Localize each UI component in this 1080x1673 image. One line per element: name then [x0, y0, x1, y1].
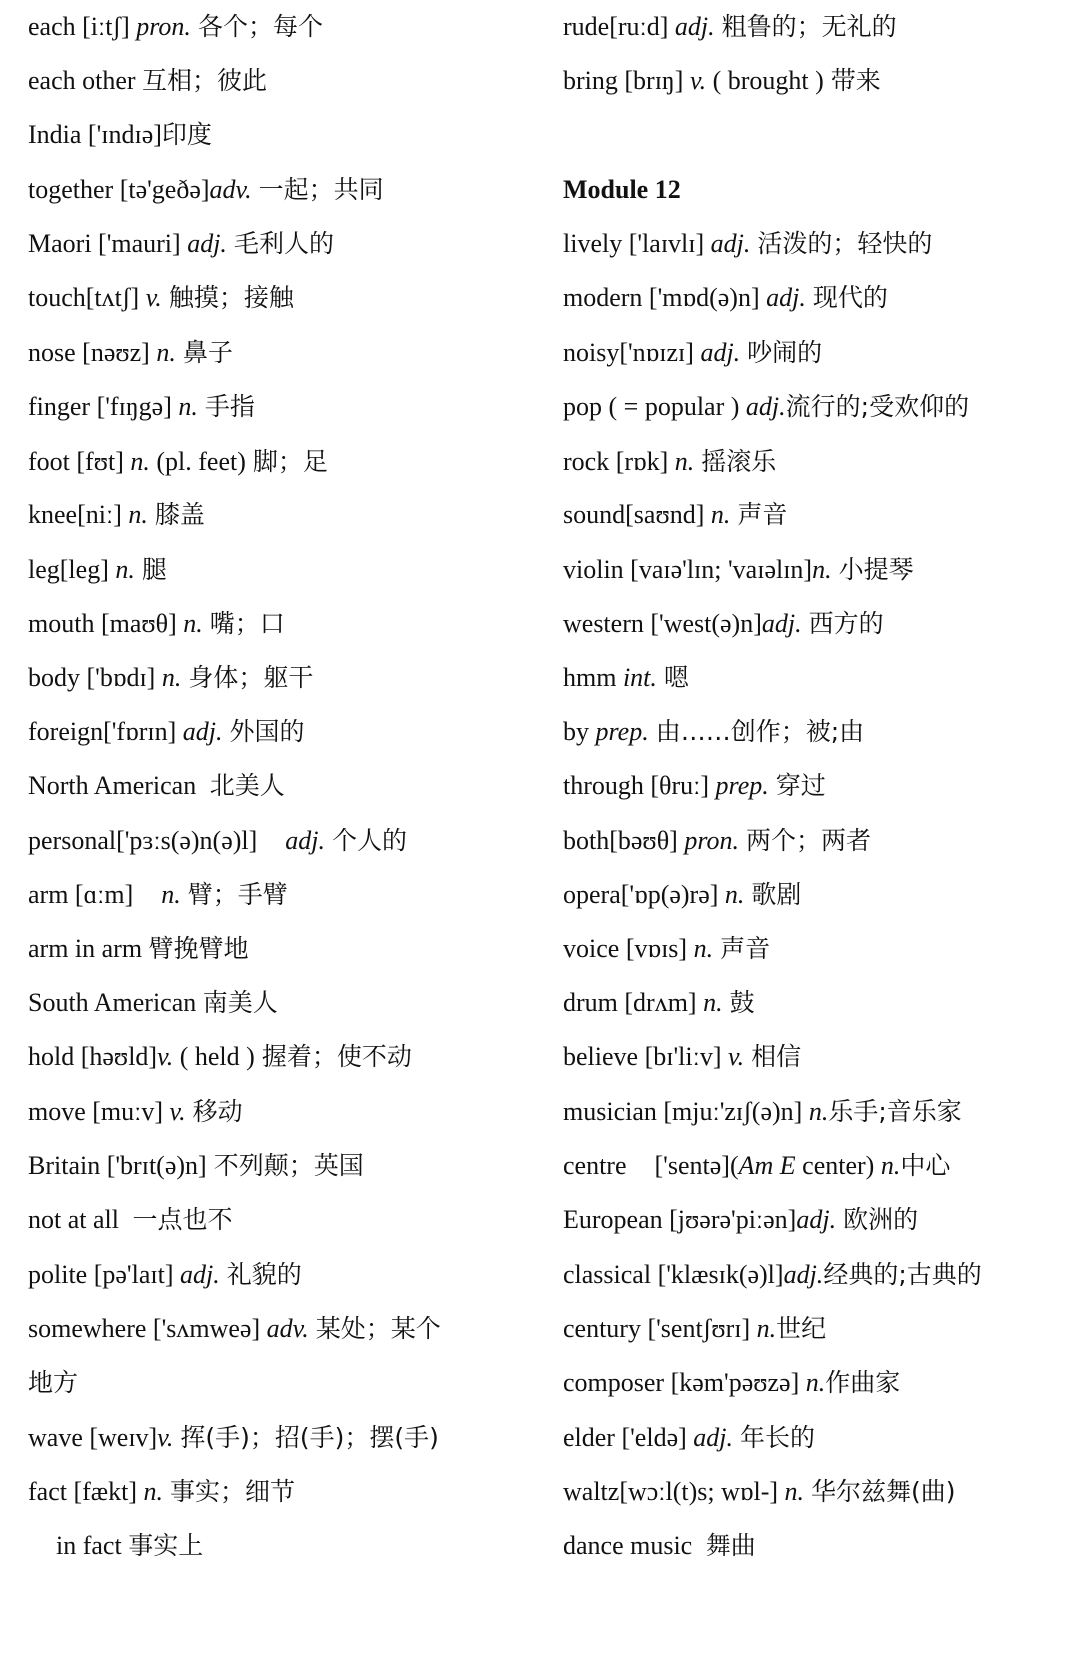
entry-phonetic: ['klæsɪk(ə)l]	[657, 1260, 784, 1289]
entry-word: polite	[28, 1260, 88, 1289]
entry-meaning: 毛利人的	[233, 229, 334, 258]
entry-meaning: 活泼的；轻快的	[757, 229, 933, 258]
entry-pos: pron.	[684, 826, 739, 855]
vocab-entry	[28, 663, 313, 693]
entry-word: sound	[563, 500, 626, 529]
vocab-entry	[28, 988, 278, 1018]
entry-phonetic: [nəʊz]	[82, 338, 150, 367]
entry-meaning: 膝盖	[154, 500, 205, 529]
vocab-entry	[563, 717, 864, 747]
entry-meaning: 两个；两者	[745, 826, 871, 855]
entry-meaning: 臂；手臂	[187, 880, 288, 909]
vocab-entry	[563, 555, 914, 585]
entry-pos: n.	[756, 1314, 777, 1343]
vocab-entry	[563, 229, 932, 259]
entry-phonetic: ['brɪt(ə)n]	[106, 1151, 207, 1180]
entry-pos: v.	[157, 1423, 174, 1452]
entry-word: both	[563, 826, 610, 855]
entry-word: Maori	[28, 229, 92, 258]
vocab-entry	[563, 12, 897, 42]
vocab-entry	[563, 447, 776, 477]
entry-pos: adj.	[179, 1260, 220, 1289]
entry-pos: v.	[169, 1097, 186, 1126]
entry-phonetic: [leg]	[59, 555, 109, 584]
vocab-entry	[28, 1477, 295, 1507]
entry-meaning: 声音	[737, 500, 788, 529]
vocab-entry	[563, 1423, 815, 1453]
entry-word: modern	[563, 283, 643, 312]
vocab-entry	[563, 283, 888, 313]
entry-pos: n.	[693, 934, 714, 963]
entry-phonetic: [bɪ'liːv]	[644, 1042, 722, 1071]
entry-meaning: 互相；彼此	[142, 66, 268, 95]
entry-word: western	[563, 609, 644, 638]
entry-word: composer	[563, 1368, 665, 1397]
entry-meaning: 脚；足	[252, 447, 328, 476]
entry-meaning: 印度	[161, 120, 212, 149]
entry-word: rude	[563, 12, 610, 41]
entry-phonetic: [pə'laɪt]	[93, 1260, 174, 1289]
entry-word: Britain	[28, 1151, 101, 1180]
vocab-entry	[563, 826, 871, 856]
entry-word: arm	[28, 880, 69, 909]
entry-meaning: 挥(手)；招(手)；摆(手)	[180, 1423, 439, 1452]
vocab-entry	[563, 1205, 918, 1235]
entry-meaning: 握着；使不动	[261, 1042, 412, 1071]
vocab-entry	[28, 66, 267, 96]
entry-phonetic: ['sentʃʊrɪ]	[647, 1314, 751, 1343]
entry-phonetic: [fʊt]	[76, 447, 124, 476]
vocab-entry	[563, 1477, 956, 1507]
entry-pos: n.	[724, 880, 745, 909]
entry-pos: adj.	[783, 1260, 824, 1289]
entry-meaning: 身体；躯干	[188, 663, 314, 692]
entry-phonetic: [vaɪə'lɪn; 'vaɪəlɪn]	[630, 555, 813, 584]
entry-pos: n.	[128, 500, 148, 529]
vocab-entry	[28, 1205, 233, 1235]
entry-word: drum	[563, 988, 618, 1017]
vocab-entry	[563, 771, 826, 801]
vocab-entry	[28, 283, 294, 313]
vocab-entry	[56, 1531, 203, 1561]
entry-word: leg	[28, 555, 60, 584]
entry-phonetic: [kəm'pəʊzə]	[670, 1368, 800, 1397]
entry-pos: adj.	[766, 283, 806, 312]
vocab-entry	[563, 934, 770, 964]
entry-phonetic: ['sentə]	[654, 1151, 730, 1180]
vocab-entry	[28, 120, 212, 150]
entry-word: musician	[563, 1097, 657, 1126]
entry-word: body	[28, 663, 80, 692]
entry-meaning: 由……创作；被;由	[655, 717, 865, 746]
entry-word: believe	[563, 1042, 639, 1071]
entry-phonetic: [jʊərə'piːən]	[669, 1205, 797, 1234]
entry-past-tense: ( held )	[179, 1042, 255, 1071]
entry-meaning: 鼓	[729, 988, 755, 1017]
entry-meaning: 带来	[830, 66, 881, 95]
entry-pos: adj.	[745, 392, 786, 421]
entry-word: North American	[28, 771, 197, 800]
entry-meaning: 事实上	[128, 1531, 204, 1560]
entry-word: rock	[563, 447, 610, 476]
entry-pos: prep.	[595, 717, 649, 746]
entry-variant: center)	[802, 1151, 875, 1180]
entry-word: by	[563, 717, 589, 746]
entry-meaning: 外国的	[229, 717, 305, 746]
entry-meaning: 年长的	[740, 1423, 816, 1452]
entry-word: European	[563, 1205, 663, 1234]
entry-meaning: 相信	[751, 1042, 802, 1071]
entry-word: lively	[563, 229, 623, 258]
entry-phonetic: [drʌm]	[624, 988, 697, 1017]
entry-meaning: 南美人	[202, 988, 278, 1017]
entry-meaning: 声音	[720, 934, 771, 963]
entry-meaning: 小提琴	[838, 555, 914, 584]
vocab-entry	[563, 338, 822, 368]
vocab-entry	[563, 1042, 801, 1072]
entry-phonetic: [rɒk]	[615, 447, 669, 476]
entry-word: mouth	[28, 609, 95, 638]
vocab-entry	[563, 880, 801, 910]
vocab-entry	[28, 12, 323, 42]
vocab-entry	[28, 1260, 302, 1290]
entry-meaning: 欧洲的	[843, 1205, 919, 1234]
entry-meaning: 穿过	[775, 771, 826, 800]
entry-meaning: 手指	[204, 392, 255, 421]
entry-phonetic: ['ɪndɪə]	[87, 120, 162, 149]
entry-pos: n.	[812, 555, 832, 584]
entry-word: violin	[563, 555, 624, 584]
entry-phonetic: [fækt]	[73, 1477, 138, 1506]
entry-word: finger	[28, 392, 91, 421]
entry-phonetic: [ruːd]	[609, 12, 669, 41]
entry-phonetic: ['eldə]	[621, 1423, 687, 1452]
entry-phonetic: ['fɒrɪn]	[103, 717, 177, 746]
entry-pos: v.	[689, 66, 707, 95]
entry-phonetic: [maʊθ]	[100, 609, 177, 638]
entry-word: foreign	[28, 717, 104, 746]
vocab-entry-continuation	[28, 1368, 78, 1398]
entry-meaning: 臂挽臂地	[148, 934, 249, 963]
entry-word: dance music	[563, 1531, 693, 1560]
entry-meaning: 摇滚乐	[701, 447, 777, 476]
entry-meaning: 舞曲	[705, 1531, 756, 1560]
entry-pos: n.	[703, 988, 723, 1017]
entry-meaning: 经典的;古典的	[823, 1260, 982, 1289]
entry-word: wave	[28, 1423, 83, 1452]
entry-pos: n.	[710, 500, 731, 529]
entry-pos: prep.	[715, 771, 769, 800]
vocab-entry	[563, 1314, 826, 1344]
entry-plural: (pl. feet)	[156, 447, 246, 476]
entry-pos: int.	[622, 663, 657, 692]
entry-meaning: 嗯	[663, 663, 689, 692]
entry-pos: v.	[727, 1042, 745, 1071]
vocab-entry	[28, 934, 249, 964]
entry-phonetic: ['west(ə)n]	[650, 609, 762, 638]
entry-pos: adj.	[761, 609, 802, 638]
entry-pos: adj.	[693, 1423, 734, 1452]
entry-phonetic: ['mauri]	[98, 229, 181, 258]
entry-word: classical	[563, 1260, 652, 1289]
entry-phonetic: [mjuː'zɪʃ(ə)n]	[663, 1097, 803, 1126]
vocab-entry	[563, 663, 689, 693]
vocab-entry	[563, 1260, 982, 1290]
entry-phonetic: [θruː]	[650, 771, 710, 800]
entry-word: not at all	[28, 1205, 119, 1234]
vocab-entry	[563, 1531, 756, 1561]
entry-meaning: 现代的	[812, 283, 888, 312]
entry-meaning: 乐手;音乐家	[828, 1097, 962, 1126]
entry-pos: pron.	[136, 12, 191, 41]
entry-word: waltz	[563, 1477, 620, 1506]
vocab-entry	[28, 338, 233, 368]
entry-meaning: 鼻子	[182, 338, 233, 367]
entry-meaning: 地方	[28, 1368, 79, 1397]
entry-word: centre	[563, 1151, 627, 1180]
vocab-entry	[28, 717, 304, 747]
entry-meaning: 触摸；接触	[168, 283, 294, 312]
entry-word: hmm	[563, 663, 617, 692]
entry-pos: adj.	[796, 1205, 837, 1234]
entry-pos: v.	[157, 1042, 174, 1071]
entry-pos: n.	[156, 338, 176, 367]
vocab-entry	[563, 1097, 962, 1127]
entry-pos: adv.	[209, 175, 252, 204]
entry-meaning: 事实；细节	[170, 1477, 296, 1506]
entry-pos: n.	[161, 663, 182, 692]
entry-phonetic: ['mɒd(ə)n]	[648, 283, 760, 312]
vocab-entry	[28, 771, 285, 801]
entry-word: opera	[563, 880, 621, 909]
entry-phonetic: [niː]	[77, 500, 122, 529]
entry-word: each	[28, 12, 76, 41]
entry-pos: n.	[115, 555, 135, 584]
entry-word: arm in arm	[28, 934, 143, 963]
entry-pos: n.	[143, 1477, 164, 1506]
entry-word: elder	[563, 1423, 615, 1452]
vocab-entry	[28, 229, 334, 259]
entry-phonetic: [iːtʃ]	[82, 12, 130, 41]
entry-meaning: 歌剧	[751, 880, 802, 909]
vocab-entry	[28, 1151, 364, 1181]
entry-pos: adj.	[700, 338, 741, 367]
vocab-entry	[563, 1368, 900, 1398]
entry-phonetic: ['laɪvlɪ]	[628, 229, 705, 258]
entry-pos: adj.	[182, 717, 223, 746]
entry-phonetic: [bəʊθ]	[609, 826, 678, 855]
entry-phonetic: ['ɒp(ə)rə]	[620, 880, 719, 909]
entry-phonetic: [tə'geðə]	[119, 175, 210, 204]
entry-meaning: 不列颠；英国	[213, 1151, 364, 1180]
entry-word: through	[563, 771, 644, 800]
entry-meaning: 一点也不	[132, 1205, 233, 1234]
entry-full-form: ( = popular )	[608, 392, 740, 421]
entry-past-tense: ( brought )	[712, 66, 824, 95]
entry-meaning: 中心	[900, 1151, 951, 1180]
entry-variant-label: Am E	[738, 1151, 796, 1180]
entry-pos: n.	[805, 1368, 826, 1397]
vocab-entry	[28, 392, 255, 422]
entry-meaning: 西方的	[808, 609, 884, 638]
vocab-entry	[28, 826, 407, 856]
entry-phonetic: [həʊld]	[80, 1042, 158, 1071]
entry-meaning: 礼貌的	[226, 1260, 302, 1289]
entry-word: hold	[28, 1042, 75, 1071]
entry-word: fact	[28, 1477, 67, 1506]
entry-phonetic: ['sʌmweə]	[152, 1314, 261, 1343]
entry-meaning: 华尔兹舞(曲)	[811, 1477, 956, 1506]
module-heading: Module 12	[563, 175, 681, 204]
entry-word: voice	[563, 934, 620, 963]
entry-pos: adj.	[285, 826, 326, 855]
entry-word: bring	[563, 66, 618, 95]
entry-meaning: 腿	[141, 555, 167, 584]
entry-word: personal	[28, 826, 117, 855]
entry-phonetic: [wɔːl(t)s; wɒl-]	[619, 1477, 779, 1506]
entry-phonetic: [brɪŋ]	[624, 66, 684, 95]
vocab-entry	[563, 988, 755, 1018]
entry-phonetic: [saʊnd]	[625, 500, 705, 529]
entry-word: touch	[28, 283, 86, 312]
entry-meaning: 个人的	[332, 826, 408, 855]
entry-pos: adj.	[187, 229, 227, 258]
vocab-entry	[28, 500, 205, 530]
vocab-entry	[563, 500, 787, 530]
entry-phonetic: [ɑːm]	[74, 880, 134, 909]
entry-meaning: 移动	[192, 1097, 243, 1126]
entry-word: noisy	[563, 338, 620, 367]
entry-pos: adj.	[674, 12, 715, 41]
entry-word: together	[28, 175, 114, 204]
vocab-entry	[28, 555, 167, 585]
entry-pos: adv.	[266, 1314, 309, 1343]
entry-phonetic: [weɪv]	[89, 1423, 158, 1452]
entry-meaning: 吵闹的	[747, 338, 823, 367]
entry-pos: n.	[178, 392, 198, 421]
vocab-entry	[563, 609, 884, 639]
vocab-entry	[28, 1097, 243, 1127]
entry-meaning: 流行的;受欢仰的	[785, 392, 970, 421]
entry-word: foot	[28, 447, 70, 476]
vocab-entry	[28, 447, 328, 477]
entry-meaning: 某处；某个	[315, 1314, 441, 1343]
entry-meaning: 北美人	[209, 771, 285, 800]
vocab-entry	[28, 609, 285, 639]
entry-word: nose	[28, 338, 76, 367]
vocab-entry	[563, 66, 881, 96]
entry-word: India	[28, 120, 82, 149]
entry-pos: n.	[674, 447, 695, 476]
entry-pos: n.	[808, 1097, 829, 1126]
vocab-entry	[28, 175, 384, 205]
entry-word: move	[28, 1097, 86, 1126]
entry-meaning: 一起；共同	[258, 175, 384, 204]
entry-pos: n.	[880, 1151, 901, 1180]
entry-pos: n.	[130, 447, 150, 476]
vocab-entry	[28, 1042, 412, 1072]
entry-word: knee	[28, 500, 78, 529]
vocab-entry	[28, 1314, 441, 1344]
entry-word: South American	[28, 988, 197, 1017]
entry-phonetic: [muːv]	[92, 1097, 164, 1126]
entry-meaning: 粗鲁的；无礼的	[721, 12, 897, 41]
entry-word: century	[563, 1314, 641, 1343]
entry-meaning: 世纪	[776, 1314, 827, 1343]
entry-pos: n.	[784, 1477, 805, 1506]
vocab-entry: centre ['sentə](Am E center) n.中心	[563, 1151, 951, 1180]
entry-pos: v.	[145, 283, 162, 312]
vocab-entry	[28, 1423, 439, 1453]
entry-phonetic: [vɒɪs]	[625, 934, 688, 963]
entry-word: somewhere	[28, 1314, 147, 1343]
entry-meaning: 各个；每个	[197, 12, 323, 41]
entry-word: in fact	[56, 1531, 122, 1560]
entry-word: pop	[563, 392, 602, 421]
entry-phonetic: ['nɒɪzɪ]	[619, 338, 694, 367]
entry-meaning: 嘴；口	[209, 609, 285, 638]
entry-phonetic: ['bɒdɪ]	[86, 663, 156, 692]
entry-phonetic: [tʌtʃ]	[85, 283, 140, 312]
entry-pos: adj.	[710, 229, 751, 258]
entry-word: each other	[28, 66, 136, 95]
vocab-entry	[563, 392, 969, 422]
entry-pos: n.	[161, 880, 181, 909]
vocab-entry	[28, 880, 288, 910]
entry-phonetic: ['fɪŋgə]	[96, 392, 172, 421]
entry-meaning: 作曲家	[825, 1368, 901, 1397]
entry-pos: n.	[183, 609, 203, 638]
entry-phonetic: ['pɜːs(ə)n(ə)l]	[116, 826, 258, 855]
